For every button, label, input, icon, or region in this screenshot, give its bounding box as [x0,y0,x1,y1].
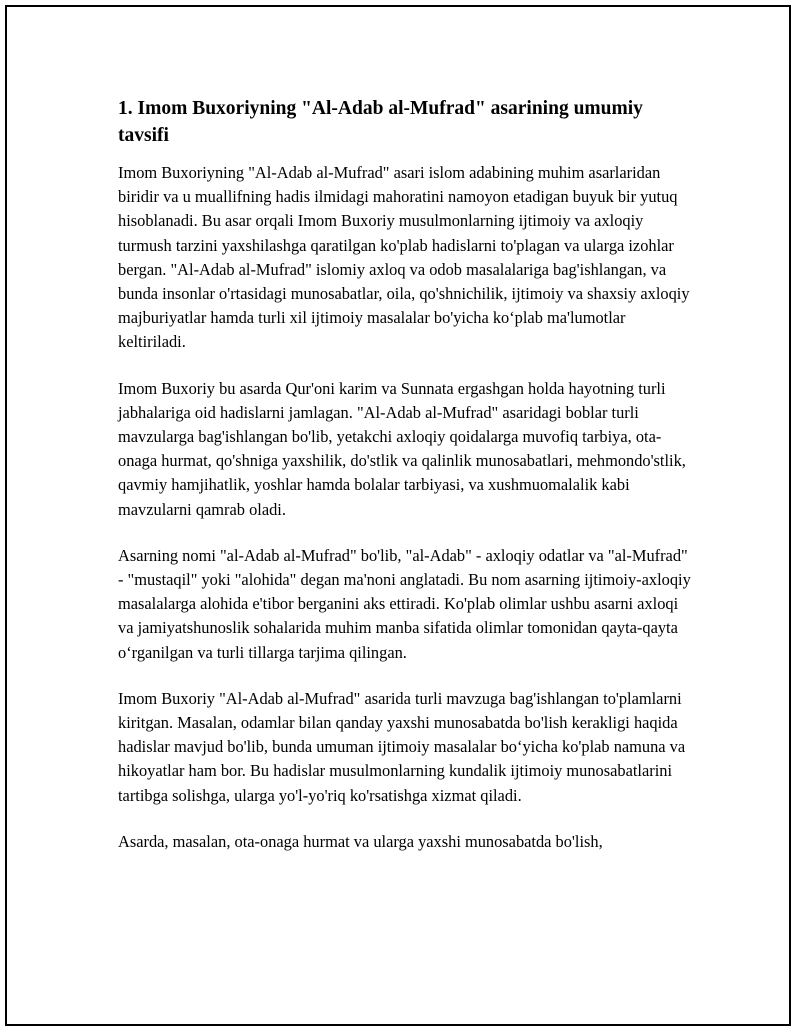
paragraph-1: Imom Buxoriyning "Al-Adab al-Mufrad" asari islom adabining muhim asarlaridan biridir va u muallifning hadis ilmidagi mahoratini namoyon etadigan buyuk bir yutuq hisoblanadi. Bu asar orqali Imom Buxoriy musulmonlarning ijtimoiy va axloqiy turmush tarzini yaxshilashga qaratilgan ko'plab hadislarni to'plagan va ularga izohlar bergan. "Al-Adab al-Mufrad" islomiy axloq va odob masalalariga bag'ishlangan, va bunda insonlar o'rtasidagi munosabatlar, oila, qo'shnichilik, ijtimoiy va shaxsiy axloqiy majburiyatlar hamda turli xil ijtimoiy masalalar bo'yicha ko‘plab ma'lumotlar keltiriladi. [118,163,690,352]
paragraph-3: Asarning nomi "al-Adab al-Mufrad" bo'lib, "al-Adab" - axloqiy odatlar va "al-Mufrad" - "mustaqil" yoki "alohida" degan ma'noni anglatadi. Bu nom asarning ijtimoiy-axloqiy masalalarga alohida e'tibor berganini aks ettiradi. Ko'plab olimlar ushbu asarni axloqi va jamiyatshunoslik sohalarida muhim manba sifatida olimlar tomonidan qayta-qayta o‘rganilgan va turli tillarga tarjima qilingan. [118,545,691,662]
paragraph-5: Asarda, masalan, ota-onaga hurmat va ularga yaxshi munosabatda bo'lish, [118,831,603,851]
document-page [5,5,791,1026]
section-heading: 1. Imom Buxoriyning "Al-Adab al-Mufrad" asarining umumiy tavsifi [118,98,643,146]
paragraph-4: Imom Buxoriy "Al-Adab al-Mufrad" asarida turli mavzuga bag'ishlangan to'plamlarni kiritgan. Masalan, odamlar bilan qanday yaxshi munosabatda bo'lish kerakligi haqida hadislar mavjud bo'lib, bunda umuman ijtimoiy masalalar bo‘yicha ko'plab namuna va hikoyatlar ham bor. Bu hadislar musulmonlarning kundalik ijtimoiy munosabatlarini tartibga solishga, ularga yo'l-yo'riq ko'rsatishga xizmat qiladi. [118,688,686,805]
document-body [118,95,693,876]
paragraph-2: Imom Buxoriy bu asarda Qur'oni karim va Sunnata ergashgan holda hayotning turli jabhalariga oid hadislarni jamlagan. "Al-Adab al-Mufrad" asaridagi boblar turli mavzularga bag'ishlangan bo'lib, yetakchi axloqiy qoidalarga muvofiq tarbiya, ota-onaga hurmat, qo'shniga yaxshilik, do'stlik va qalinlik munosabatlari, mehmondo'stlik, qavmiy hamjihatlik, yoshlar hamda bolalar tarbiyasi, va xushmuomalalik kabi mavzularni qamrab oladi. [118,378,686,519]
